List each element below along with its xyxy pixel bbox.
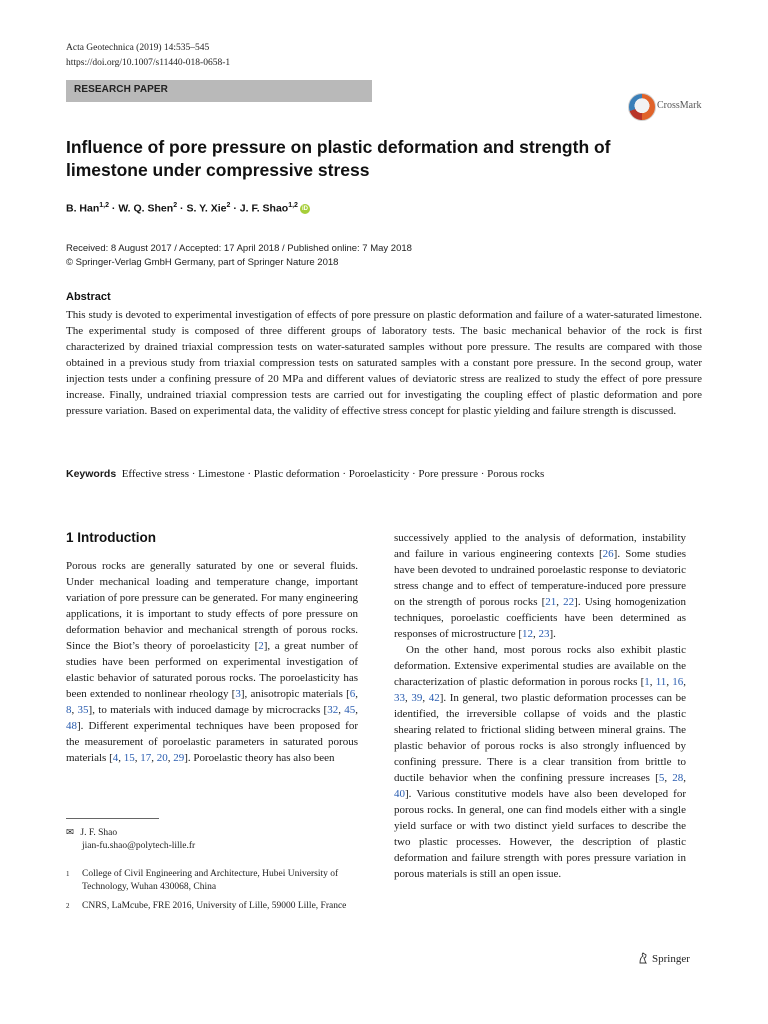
author-affiliation: 1,2 xyxy=(288,202,298,209)
author-name[interactable]: W. Q. Shen xyxy=(118,202,174,215)
author-name[interactable]: J. F. Shao xyxy=(239,202,289,215)
body-paragraph: Porous rocks are generally saturated by one or several fluids. Under mechanical loading and temperature change, important variation of pore pressure can be generated. For many engineering applications, it is important to study effects of pore pressure on deformation behavior and mechanical strength of porous rocks. Since the Biot’s theory of poroelasticity [2], a great number of studies have been performed on experimental investigation of elastic behavior of saturated porous rocks. The poroelasticity has been extended to nonlinear rheology [3], anisotropic materials [6, 8, 35], to materials with induced damage by microcracks [32, 45, 48]. Different experimental techniques have been proposed for the measurement of poroelastic parameters in saturated porous materials [4, 15, 17, 20, 29]. Poroelastic theory has also been xyxy=(66,560,359,764)
affiliation-number: 2 xyxy=(66,902,70,910)
publication-dates xyxy=(66,242,412,270)
journal-header xyxy=(66,41,230,71)
journal-citation: Acta Geotechnica (2019) 14:535–545 xyxy=(66,43,210,53)
corresponding-author-note xyxy=(66,827,195,853)
author-affiliation: 2 xyxy=(173,202,178,209)
article-title: Influence of pore pressure on plastic deformation and strength of limestone under compressive stress xyxy=(66,137,611,180)
author-affiliation: 1,2 xyxy=(99,202,109,209)
crossmark-badge[interactable] xyxy=(628,93,704,121)
corresponding-email[interactable]: jian-fu.shao@polytech-lille.fr xyxy=(82,841,196,851)
affiliation-text: CNRS, LaMcube, FRE 2016, University of Lille, 59000 Lille, France xyxy=(82,901,347,911)
history-dates: Received: 8 August 2017 / Accepted: 17 April 2018 / Published online: 7 May 2018 xyxy=(66,243,412,254)
springer-horse-icon xyxy=(637,952,649,964)
author-name[interactable]: B. Han xyxy=(66,202,100,215)
section-heading: 1 Introduction xyxy=(66,530,156,545)
article-type-label: RESEARCH PAPER xyxy=(74,84,169,95)
publisher-name: Springer xyxy=(652,953,690,965)
keywords-line xyxy=(66,468,544,480)
body-paragraph: successively applied to the analysis of deformation, instability and failure in various engineering contexts [26]. Some studies have been devoted to undrained poroelastic response to deviatoric stress change and to effect of temperature-induced pore pressure on the strength of porous rocks [21, 22]. Using homogenization techniques, poroelastic coefficients have been determined as responses of microstructure [12, 23]. xyxy=(394,532,686,640)
doi-link[interactable]: https://doi.org/10.1007/s11440-018-0658-1 xyxy=(66,58,231,68)
publisher-footer xyxy=(637,952,690,965)
affiliation-number: 1 xyxy=(66,870,70,878)
body-column-right xyxy=(394,530,686,882)
keywords-label: Keywords xyxy=(66,468,117,480)
crossmark-label: CrossMark xyxy=(657,100,702,111)
corresponding-name: J. F. Shao xyxy=(80,828,118,838)
body-column-left xyxy=(66,558,358,766)
author-affiliation: 2 xyxy=(226,202,231,209)
envelope-icon: ✉ xyxy=(66,828,74,838)
author-list: B. Han$^{1,2}$ · W. Q. Shen$^2$ · S. Y. Xie$^2$ · J. F. Shao$^{1,2}$ iD xyxy=(66,202,308,215)
abstract-text: This study is devoted to experimental investigation of effects of pore pressure on plastic deformation and failure of a water-saturated limestone. The experimental study is composed of three different groups of laboratory tests. The basic mechanical behavior of the rock is first characterized by drained triaxial compression tests on water-saturated samples without pore pressure. The results are compared with those obtained in a previous study from triaxial compression tests on saturated samples with a constant pore pressure. In the second group, water injection tests under a confining pressure of 20 MPa and different values of deviatoric stress are realized to study the effect of pore pressure increase. Finally, undrained triaxial compression tests are carried out for investigating the coupling effect of plastic deformation and pore pressure variation. Based on experimental data, the validity of effective stress concept for plastic yielding and failure strength is discussed. xyxy=(66,309,702,417)
copyright-line: © Springer-Verlag GmbH Germany, part of Springer Nature 2018 xyxy=(66,257,339,268)
orcid-icon[interactable]: iD xyxy=(301,205,308,212)
article-type-banner xyxy=(66,80,372,102)
abstract-heading: Abstract xyxy=(66,291,111,303)
author-name[interactable]: S. Y. Xie xyxy=(186,202,227,215)
affiliation-text: College of Civil Engineering and Architecture, Hubei University of Technology, Wuhan 430068, China xyxy=(82,869,339,892)
body-paragraph: On the other hand, most porous rocks also exhibit plastic deformation. Extensive experimental studies are available on the characterization of plastic deformation in porous rocks [1, 11, 16, 33, 39, 42]. In general, two plastic deformation processes can be identified, the irreversible collapse of voids and the plastic shearing related to frictional sliding between mineral grains. The plastic behavior of porous rocks is also strongly influenced by confining pressure. There is a clear transition from brittle to ductile behavior when the confining pressure increases [5, 28, 40]. Various constitutive models have also been developed for porous rocks. In general, one can find models either with a single yield surface or with two distinct yield surfaces to describe the two plastic processes. However, the description of plastic deformation and failure strength with pores pressure variation in porous materials is still an open issue. xyxy=(394,644,687,880)
footnote-divider xyxy=(66,818,159,819)
crossmark-icon xyxy=(628,93,656,121)
keywords-list: Effective stress · Limestone · Plastic deformation · Poroelasticity · Pore pressure · Porous rocks xyxy=(121,468,545,480)
